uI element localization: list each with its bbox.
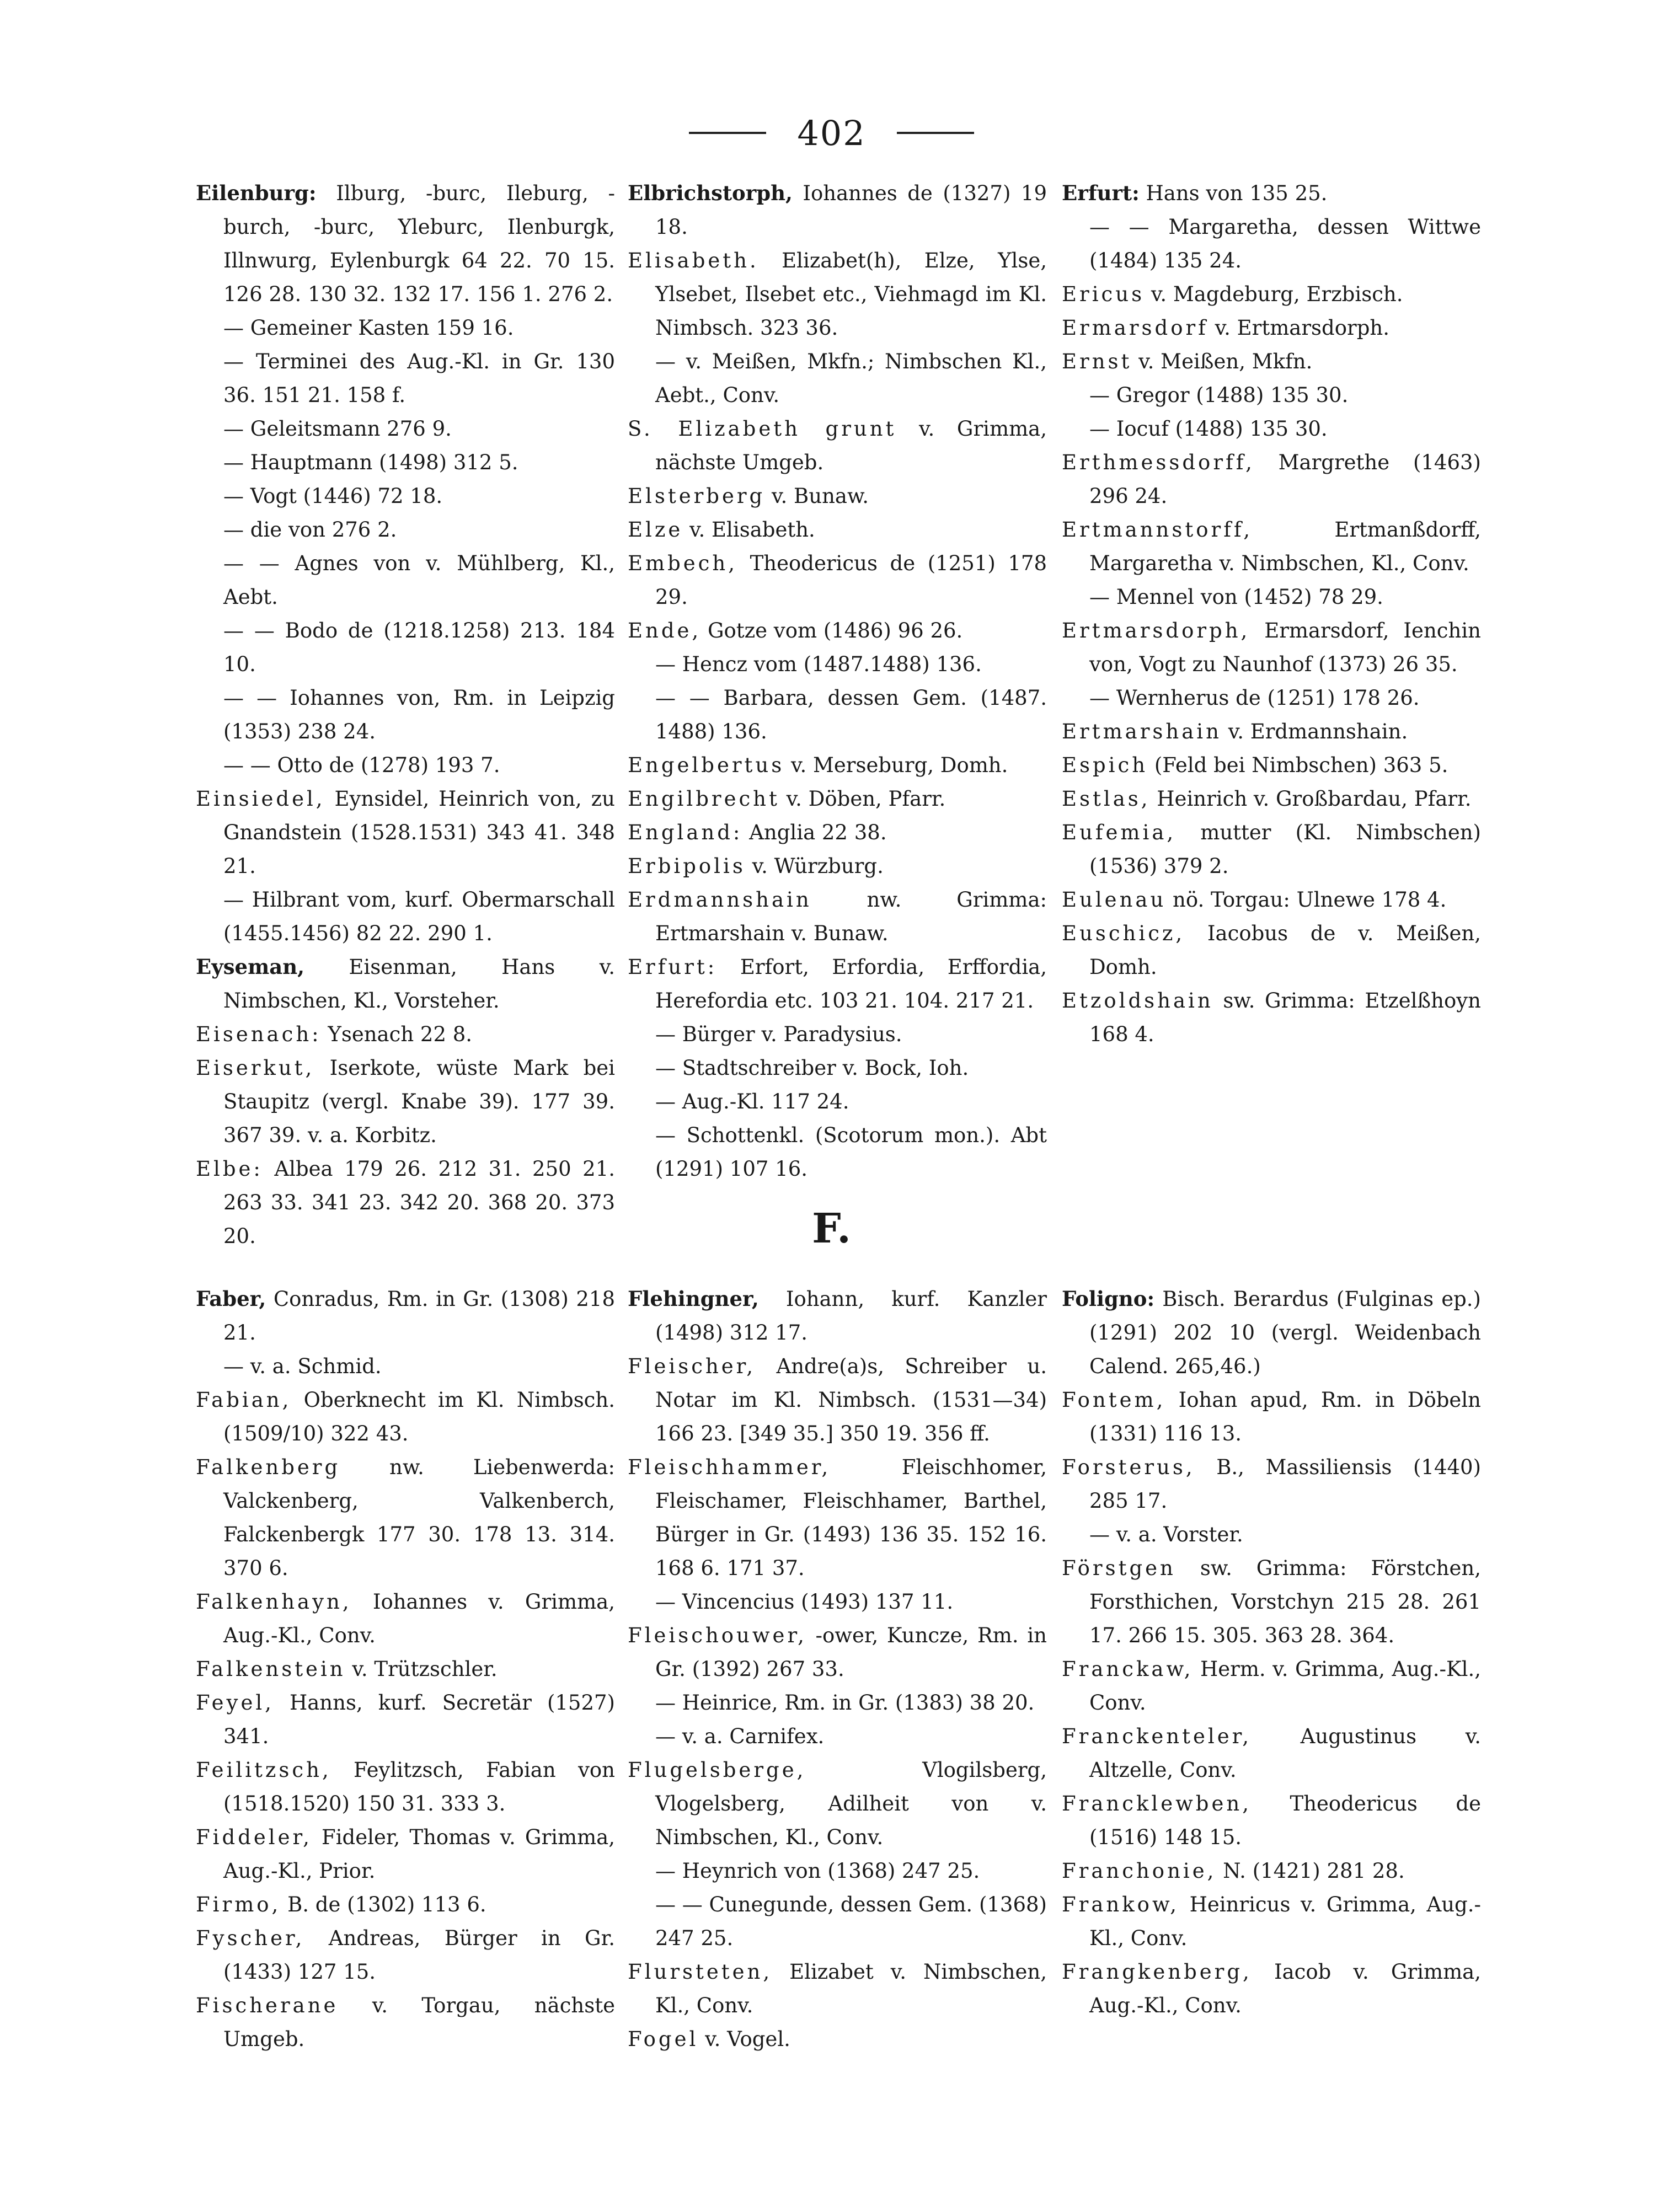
entry-text: v. Merseburg, Domh. — [784, 753, 1008, 777]
entry-headword: Erbipolis — [628, 854, 746, 878]
index-entry — [196, 446, 615, 479]
entry-headword: Fogel — [628, 2027, 699, 2051]
index-entry — [628, 176, 1047, 244]
entry-text: N. (1421) 281 28. — [1216, 1859, 1405, 1883]
entry-text: — Bürger v. Paradysius. — [655, 1022, 902, 1046]
entry-headword: Feilitzsch, — [196, 1758, 331, 1782]
index-entry — [1062, 345, 1481, 378]
entry-text: Andre(a)s, Schreiber u. Notar im Kl. Nimbsch. (1531—34) 166 23. [349 35.] 350 19. 356 ff. — [655, 1354, 1047, 1445]
index-entry — [1062, 748, 1481, 782]
index-entry — [628, 1017, 1047, 1051]
entry-text: — Mennel von (1452) 78 29. — [1089, 585, 1383, 609]
entry-headword: Falkenstein — [196, 1657, 346, 1681]
entry-text: — Heinrice, Rm. in Gr. (1383) 38 20. — [655, 1691, 1035, 1715]
entry-text: Hanns, kurf. Secretär (1527) 341. — [223, 1691, 615, 1748]
entry-text: — — Margaretha, dessen Wittwe (1484) 135 24. — [1089, 215, 1481, 272]
index-entry — [1062, 1787, 1481, 1854]
column-top-2 — [628, 176, 1047, 1186]
entry-text: — Stadtschreiber v. Bock, Ioh. — [655, 1056, 969, 1080]
entry-text: v. Vogel. — [698, 2027, 790, 2051]
index-entry — [628, 681, 1047, 748]
entry-text: nö. Torgau: Ulnewe 178 4. — [1166, 888, 1447, 912]
index-entry — [196, 1282, 615, 1349]
entry-headword: Elbe: — [196, 1157, 263, 1181]
index-entry — [628, 1585, 1047, 1619]
index-entry — [1062, 1450, 1481, 1518]
entry-text: — — Barbara, dessen Gem. (1487. 1488) 136. — [655, 686, 1047, 743]
entry-headword: Elze — [628, 518, 683, 542]
index-entry — [628, 748, 1047, 782]
index-entry — [1062, 984, 1481, 1051]
index-entry — [196, 1652, 615, 1686]
entry-text: Iserkote, wüste Mark bei Staupitz (vergl. Knabe 39). 177 39. 367 39. v. a. Korbitz. — [223, 1056, 615, 1147]
entry-text: Fideler, Thomas v. Grimma, Aug.-Kl., Prior. — [223, 1825, 615, 1883]
page-number: 402 — [797, 113, 866, 153]
index-entry — [628, 547, 1047, 614]
index-entry — [628, 1955, 1047, 2022]
column-bottom-2 — [628, 1282, 1047, 2056]
index-entry — [196, 748, 615, 782]
header-rule-left — [689, 132, 766, 134]
index-entry — [1062, 277, 1481, 311]
index-entry — [1062, 782, 1481, 816]
index-entry — [196, 479, 615, 513]
index-entry — [628, 1051, 1047, 1085]
entry-text: Andreas, Bürger in Gr. (1433) 127 15. — [223, 1926, 615, 1984]
column-top-3 — [1062, 176, 1481, 1051]
entry-headword: Eyseman, — [196, 955, 304, 979]
index-entry — [196, 1383, 615, 1450]
entry-text: Albea 179 26. 212 31. 250 21. 263 33. 341 23. 342 20. 368 20. 373 20. — [223, 1157, 615, 1248]
entry-text: — — Bodo de (1218.1258) 213. 184 10. — [223, 619, 615, 676]
index-entry — [628, 1619, 1047, 1686]
entry-headword: Eulenau — [1062, 888, 1167, 912]
index-entry — [628, 513, 1047, 547]
index-entry — [1062, 580, 1481, 614]
entry-text: v. Meißen, Mkfn. — [1132, 350, 1313, 373]
entry-headword: Flehingner, — [628, 1287, 759, 1311]
entry-headword: Faber, — [196, 1287, 266, 1311]
entry-text: v. Würzburg. — [745, 854, 884, 878]
entry-headword: Ertmarshain — [1062, 720, 1222, 743]
entry-text: — Hilbrant vom, kurf. Obermarschall (1455.1456) 82 22. 290 1. — [223, 888, 615, 945]
entry-text: Ertmanßdorff, Margaretha v. Nimbschen, Kl., Conv. — [1089, 518, 1481, 575]
entry-headword: Francklewben, — [1062, 1792, 1252, 1815]
entry-headword: Espich — [1062, 753, 1148, 777]
entry-headword: Engilbrecht — [628, 787, 780, 811]
entry-text: Conradus, Rm. in Gr. (1308) 218 21. — [223, 1287, 615, 1345]
index-entry — [196, 1051, 615, 1152]
entry-headword: Fabian, — [196, 1388, 292, 1412]
entry-headword: Engelbertus — [628, 753, 785, 777]
entry-text: Erfort, Erfordia, Erffordia, Herefordia etc. 103 21. 104. 217 21. — [655, 955, 1047, 1013]
index-entry — [1062, 176, 1481, 210]
entry-text: sw. Grimma: Förstchen, Forsthichen, Vorstchyn 215 28. 261 17. 266 15. 305. 363 28. 364. — [1089, 1556, 1481, 1647]
entry-text: — Vogt (1446) 72 18. — [223, 484, 443, 508]
entry-text: nw. Grimma: Ertmarshain v. Bunaw. — [655, 888, 1047, 945]
index-entry — [1062, 412, 1481, 446]
entry-text: — Schottenkl. (Scotorum mon.). Abt (1291) 107 16. — [655, 1123, 1047, 1181]
index-entry — [1062, 816, 1481, 883]
entry-text: Margrethe (1463) 296 24. — [1089, 451, 1481, 508]
index-entry — [1062, 1888, 1481, 1955]
entry-text: — Wernherus de (1251) 178 26. — [1089, 686, 1420, 710]
entry-headword: Franckenteler, — [1062, 1724, 1252, 1748]
entry-headword: Falkenhayn, — [196, 1590, 352, 1614]
entry-text: v. Erdmannshain. — [1221, 720, 1408, 743]
index-entry — [1062, 513, 1481, 580]
entry-headword: Fleischer, — [628, 1354, 756, 1378]
index-entry — [196, 1349, 615, 1383]
column-bottom-1 — [196, 1282, 615, 2056]
entry-text: Iacob v. Grimma, Aug.-Kl., Conv. — [1089, 1960, 1481, 2017]
index-entry — [628, 1349, 1047, 1450]
entry-text: Vlogilsberg, Vlogelsberg, Adilheit von v. Nimbschen, Kl., Conv. — [655, 1758, 1047, 1849]
index-entry — [196, 176, 615, 311]
entry-headword: Flugelsberge, — [628, 1758, 806, 1782]
entry-text: Augustinus v. Altzelle, Conv. — [1089, 1724, 1481, 1782]
index-entry — [628, 614, 1047, 647]
index-entry — [628, 883, 1047, 950]
entry-text: B. de (1302) 113 6. — [281, 1893, 486, 1916]
index-entry — [196, 782, 615, 883]
index-entry — [628, 1118, 1047, 1186]
entry-text: Elizabet v. Nimbschen, Kl., Conv. — [655, 1960, 1047, 2017]
entry-text: Heinricus v. Grimma, Aug.-Kl., Conv. — [1089, 1893, 1481, 1950]
entry-headword: S. Elizabeth grunt — [628, 417, 897, 441]
entry-text: Iacobus de v. Meißen, Domh. — [1089, 922, 1481, 979]
index-entry — [1062, 917, 1481, 984]
index-entry — [628, 1686, 1047, 1720]
entry-text: — die von 276 2. — [223, 518, 397, 542]
entry-headword: Erdmannshain — [628, 888, 812, 912]
entry-headword: Etzoldshain — [1062, 989, 1213, 1013]
entry-headword: Embech, — [628, 551, 737, 575]
index-entry — [628, 2022, 1047, 2056]
entry-text: Hans von 135 25. — [1139, 181, 1328, 205]
column-bottom-3 — [1062, 1282, 1481, 2022]
index-entry — [196, 311, 615, 345]
index-entry — [628, 1085, 1047, 1118]
entry-headword: Eisenach: — [196, 1022, 322, 1046]
entry-text: Bisch. Berardus (Fulginas ep.) (1291) 202 10 (vergl. Weidenbach Calend. 265,46.) — [1089, 1287, 1481, 1378]
index-entry — [196, 883, 615, 950]
column-top-1 — [196, 176, 615, 1253]
index-entry — [1062, 614, 1481, 681]
index-entry — [628, 1450, 1047, 1585]
page-header — [0, 108, 1663, 158]
entry-text: — Iocuf (1488) 135 30. — [1089, 417, 1328, 441]
index-entry — [196, 1585, 615, 1652]
index-entry — [628, 849, 1047, 883]
index-entry — [628, 1282, 1047, 1349]
entry-text: nw. Liebenwerda: Valckenberg, Valkenberch, Falckenbergk 177 30. 178 13. 314. 370 6. — [223, 1455, 615, 1580]
index-entry — [1062, 1551, 1481, 1652]
entry-text: — Hencz vom (1487.1488) 136. — [655, 652, 982, 676]
index-entry — [196, 1989, 615, 2056]
entry-headword: Erthmessdorff, — [1062, 451, 1255, 474]
index-entry — [196, 681, 615, 748]
entry-headword: Flursteten, — [628, 1960, 773, 1984]
index-entry — [196, 1686, 615, 1753]
entry-headword: Elsterberg — [628, 484, 766, 508]
index-entry — [196, 1017, 615, 1051]
entry-text: (Feld bei Nimbschen) 363 5. — [1148, 753, 1448, 777]
entry-text: Iohann, kurf. Kanzler (1498) 312 17. — [655, 1287, 1047, 1345]
index-entry — [628, 1888, 1047, 1955]
entry-text: v. Torgau, nächste Umgeb. — [223, 1994, 615, 2051]
entry-text: — v. Meißen, Mkfn.; Nimbschen Kl., Aebt., Conv. — [655, 350, 1047, 407]
index-entry — [1062, 883, 1481, 917]
entry-text: Iohannes de (1327) 19 18. — [655, 181, 1047, 239]
entry-headword: Firmo, — [196, 1893, 281, 1916]
entry-text: Ermarsdorf, Ienchin von, Vogt zu Naunhof (1373) 26 35. — [1089, 619, 1481, 676]
entry-text: — Gemeiner Kasten 159 16. — [223, 316, 514, 340]
entry-text: — Terminei des Aug.-Kl. in Gr. 130 36. 151 21. 158 f. — [223, 350, 615, 407]
index-entry — [196, 1820, 615, 1888]
entry-headword: England: — [628, 821, 743, 844]
entry-headword: Ende, — [628, 619, 702, 642]
entry-text: -ower, Kuncze, Rm. in Gr. (1392) 267 33. — [655, 1624, 1047, 1681]
entry-headword: Fyscher, — [196, 1926, 305, 1950]
entry-text: v. Grimma, nächste Umgeb. — [655, 417, 1047, 474]
index-entry — [196, 345, 615, 412]
entry-headword: Feyel, — [196, 1691, 274, 1715]
entry-text: Fleischhomer, Fleischamer, Fleischhamer, Barthel, Bürger in Gr. (1493) 136 35. 152 16. 168 6. 171 37. — [655, 1455, 1047, 1580]
entry-text: Feylitzsch, Fabian von (1518.1520) 150 31. 333 3. — [223, 1758, 615, 1815]
entry-headword: Eufemia, — [1062, 821, 1177, 844]
entry-text: Iohannes v. Grimma, Aug.-Kl., Conv. — [223, 1590, 615, 1647]
entry-headword: Eiserkut, — [196, 1056, 315, 1080]
entry-headword: Fiddeler, — [196, 1825, 312, 1849]
index-entry — [196, 1450, 615, 1585]
entry-headword: Euschicz, — [1062, 922, 1185, 945]
index-entry — [628, 816, 1047, 849]
entry-text: — Vincencius (1493) 137 11. — [655, 1590, 954, 1614]
entry-headword: Foligno: — [1062, 1287, 1155, 1311]
entry-headword: Fleischouwer, — [628, 1624, 807, 1647]
entry-headword: Ermarsdorf — [1062, 316, 1209, 340]
index-entry — [628, 1854, 1047, 1888]
index-entry — [628, 244, 1047, 345]
entry-text: Theodericus de (1516) 148 15. — [1089, 1792, 1481, 1849]
entry-headword: Franchonie, — [1062, 1859, 1217, 1883]
index-entry — [1062, 1652, 1481, 1720]
entry-text: Oberknecht im Kl. Nimbsch. (1509/10) 322 43. — [223, 1388, 615, 1445]
index-entry — [1062, 715, 1481, 748]
entry-text: — — Cunegunde, dessen Gem. (1368) 247 25. — [655, 1893, 1047, 1950]
index-entry — [628, 345, 1047, 412]
entry-headword: Frangkenberg, — [1062, 1960, 1252, 1984]
entry-headword: Ernst — [1062, 350, 1132, 373]
index-entry — [628, 412, 1047, 479]
entry-text: — v. a. Carnifex. — [655, 1724, 825, 1748]
entry-text: B., Massiliensis (1440) 285 17. — [1089, 1455, 1481, 1513]
entry-text: sw. Grimma: Etzelßhoyn 168 4. — [1089, 989, 1481, 1046]
index-entry — [196, 412, 615, 446]
entry-headword: Fontem, — [1062, 1388, 1166, 1412]
index-entry — [196, 950, 615, 1017]
entry-headword: Elisabeth. — [628, 249, 759, 272]
entry-text: v. Trützschler. — [345, 1657, 498, 1681]
entry-headword: Estlas, — [1062, 787, 1151, 811]
entry-text: — — Agnes von v. Mühlberg, Kl., Aebt. — [223, 551, 615, 609]
entry-text: — Aug.-Kl. 117 24. — [655, 1090, 849, 1113]
section-letter: F. — [812, 1205, 851, 1252]
index-entry — [196, 547, 615, 614]
entry-text: Anglia 22 38. — [742, 821, 887, 844]
index-entry — [1062, 681, 1481, 715]
entry-headword: Erfurt: — [628, 955, 718, 979]
entry-text: — — Iohannes von, Rm. in Leipzig (1353) 238 24. — [223, 686, 615, 743]
entry-text: v. Magdeburg, Erzbisch. — [1145, 282, 1403, 306]
index-entry — [1062, 1282, 1481, 1383]
header-rule-right — [897, 132, 974, 134]
entry-text: v. Ertmarsdorph. — [1208, 316, 1389, 340]
entry-headword: Forsterus, — [1062, 1455, 1195, 1479]
entry-headword: Erfurt: — [1062, 181, 1140, 205]
index-entry — [1062, 378, 1481, 412]
index-entry — [196, 1921, 615, 1989]
entry-headword: Ericus — [1062, 282, 1145, 306]
entry-text: Elizabet(h), Elze, Ylse, Ylsebet, Ilsebet etc., Viehmagd im Kl. Nimbsch. 323 36. — [655, 249, 1047, 340]
entry-text: — Gregor (1488) 135 30. — [1089, 383, 1349, 407]
entry-text: v. Elisabeth. — [683, 518, 815, 542]
index-entry — [1062, 1854, 1481, 1888]
index-entry — [628, 647, 1047, 681]
index-entry — [196, 614, 615, 681]
entry-headword: Ertmannstorff, — [1062, 518, 1253, 542]
entry-headword: Förstgen — [1062, 1556, 1176, 1580]
index-entry — [1062, 311, 1481, 345]
index-entry — [628, 1720, 1047, 1753]
entry-text: — v. a. Vorster. — [1089, 1523, 1243, 1546]
entry-text: Ilburg, -burc, Ileburg, -burch, -burc, Yleburc, Ilenburgk, Illnwurg, Eylenburgk 64 22. 70 15. 126 28. 130 32. 132 17. 156 1. 276 2. — [223, 181, 615, 306]
entry-text: Eynsidel, Heinrich von, zu Gnandstein (1528.1531) 343 41. 348 21. — [223, 787, 615, 878]
entry-text: — v. a. Schmid. — [223, 1354, 382, 1378]
entry-text: v. Döben, Pfarr. — [779, 787, 946, 811]
entry-text: Iohan apud, Rm. in Döbeln (1331) 116 13. — [1089, 1388, 1481, 1445]
index-entry — [628, 950, 1047, 1017]
index-entry — [196, 1753, 615, 1820]
entry-text: Theodericus de (1251) 178 29. — [655, 551, 1047, 609]
entry-headword: Fischerane — [196, 1994, 339, 2017]
entry-headword: Frankow, — [1062, 1893, 1179, 1916]
index-entry — [1062, 1955, 1481, 2022]
entry-text: — Heynrich von (1368) 247 25. — [655, 1859, 980, 1883]
index-entry — [628, 782, 1047, 816]
entry-text: — Hauptmann (1498) 312 5. — [223, 451, 518, 474]
entry-headword: Eilenburg: — [196, 181, 317, 205]
index-entry — [1062, 1383, 1481, 1450]
index-entry — [1062, 210, 1481, 277]
entry-text: Herm. v. Grimma, Aug.-Kl., Conv. — [1089, 1657, 1481, 1715]
index-entry — [1062, 446, 1481, 513]
entry-text: v. Bunaw. — [765, 484, 869, 508]
index-entry — [628, 479, 1047, 513]
entry-headword: Fleischhammer, — [628, 1455, 831, 1479]
index-entry — [1062, 1518, 1481, 1551]
entry-headword: Falkenberg — [196, 1455, 341, 1479]
entry-text: Ysenach 22 8. — [321, 1022, 473, 1046]
entry-text: — — Otto de (1278) 193 7. — [223, 753, 500, 777]
index-entry — [196, 1888, 615, 1921]
index-entry — [1062, 1720, 1481, 1787]
entry-headword: Ertmarsdorph, — [1062, 619, 1250, 642]
entry-text: Heinrich v. Großbardau, Pfarr. — [1150, 787, 1472, 811]
entry-text: mutter (Kl. Nimbschen) (1536) 379 2. — [1089, 821, 1481, 878]
index-entry — [628, 1753, 1047, 1854]
entry-headword: Franckaw, — [1062, 1657, 1194, 1681]
entry-headword: Einsiedel, — [196, 787, 325, 811]
index-entry — [196, 513, 615, 547]
entry-text: Eisenman, Hans v. Nimbschen, Kl., Vorsteher. — [223, 955, 615, 1013]
entry-text: — Geleitsmann 276 9. — [223, 417, 452, 441]
entry-headword: Elbrichstorph, — [628, 181, 793, 205]
entry-text: Gotze vom (1486) 96 26. — [701, 619, 963, 642]
